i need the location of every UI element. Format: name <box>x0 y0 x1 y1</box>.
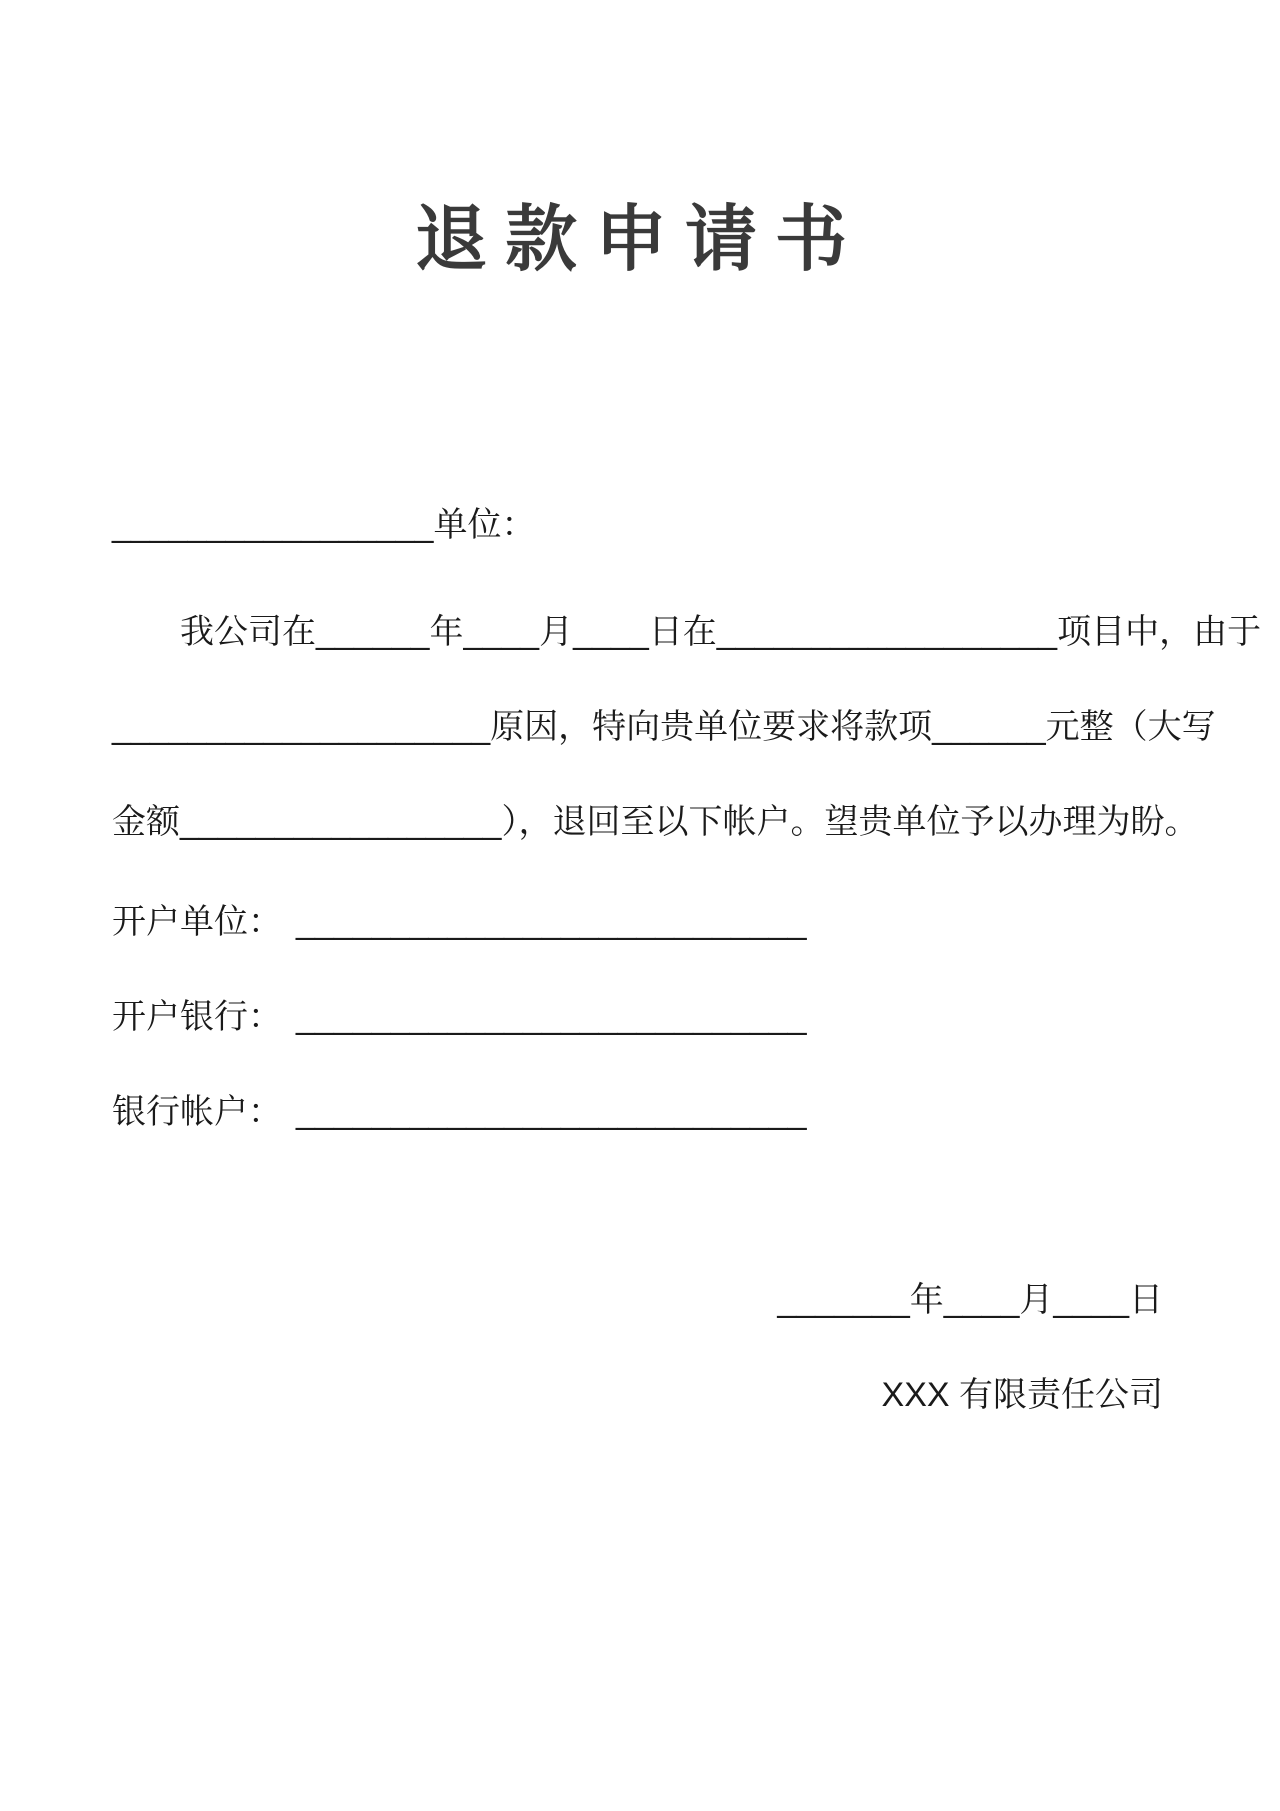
signature-company-line: XXX 有限责任公司 <box>881 1376 1163 1414</box>
addressee-line <box>112 478 1185 573</box>
field-bank-account-number <box>112 1065 1185 1160</box>
document-title: 退款申请书 <box>414 200 865 280</box>
addressee-blank: _________________ <box>112 506 434 544</box>
addressee-label: 单位： <box>433 506 536 544</box>
field-account-holder-label: 开户单位： <box>112 903 282 941</box>
field-bank-name <box>112 970 1185 1065</box>
body-paragraph-line-2: ____________________原因，特向贵单位要求将款项______元整（大写 <box>112 708 1216 746</box>
bank-account-fields <box>112 875 1185 1160</box>
field-bank-name-blank: ___________________________ <box>296 998 807 1036</box>
field-bank-account-number-blank: ___________________________ <box>296 1093 807 1131</box>
document-body <box>0 478 1280 1443</box>
field-bank-name-label: 开户银行： <box>112 998 282 1036</box>
body-paragraph-line-1: 我公司在______年____月____日在__________________项目中，由于 <box>180 613 1262 651</box>
signature-date-line: _______年____月____日 <box>777 1281 1163 1319</box>
signature-block <box>112 1253 1185 1443</box>
body-paragraph-line-3: 金额_________________），退回至以下帐户。望贵单位予以办理为盼。 <box>112 803 1199 841</box>
field-account-holder-blank: ___________________________ <box>296 903 807 941</box>
field-bank-account-number-label: 银行帐户： <box>112 1093 282 1131</box>
field-account-holder <box>112 875 1185 970</box>
